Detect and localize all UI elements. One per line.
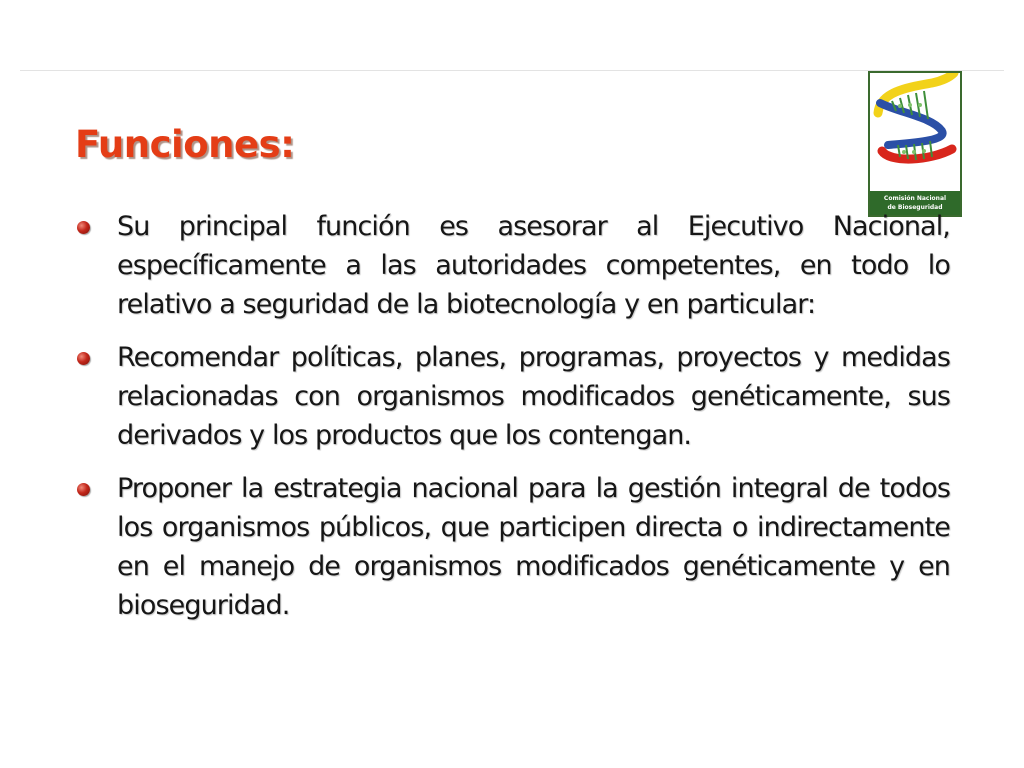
logo-caption-line2: de Bioseguridad (887, 204, 943, 211)
bullet-list (75, 207, 950, 639)
bullet-text: Su principal función es asesorar al Ejecutivo Nacional, específicamente a las autoridades competentes, en todo lo relativo a seguridad de la biotecnología y en particular: (117, 211, 950, 320)
bullet-item (75, 469, 950, 625)
bullet-text: Proponer la estrategia nacional para la gestión integral de todos los organismos públicos, que participen directa o indirectamente en el manejo de organismos modificados genéticamente y en bioseguridad. (117, 473, 950, 621)
bullet-icon (77, 352, 90, 365)
bullet-item (75, 207, 950, 324)
comision-bioseguridad-logo (868, 71, 962, 217)
slide (20, 70, 1004, 699)
bullet-text: Recomendar políticas, planes, programas, proyectos y medidas relacionadas con organismos modificados genéticamente, sus derivados y los productos que los contengan. (117, 342, 950, 451)
bullet-item (75, 338, 950, 455)
dna-helix-icon (870, 73, 960, 193)
logo-caption-line1: Comisión Nacional (883, 195, 947, 202)
bullet-icon (77, 221, 90, 234)
bullet-icon (77, 483, 90, 496)
slide-title: Funciones: (75, 123, 295, 166)
